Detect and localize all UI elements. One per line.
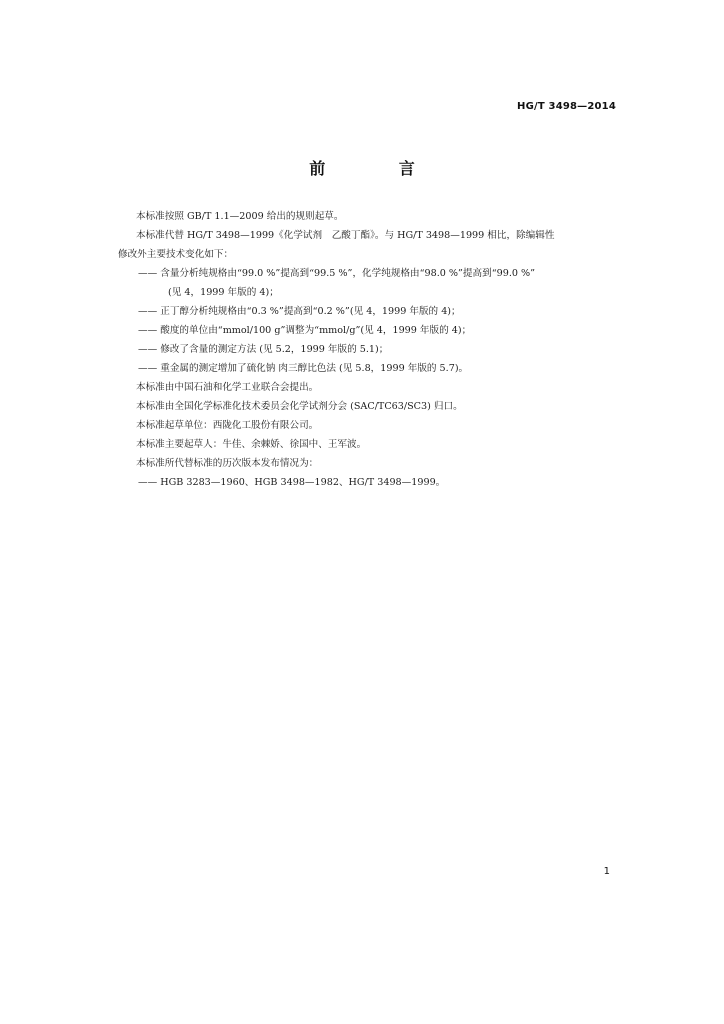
paragraph-drafting-rule: 本标准按照 GB/T 1.1—2009 给出的规则起草。	[136, 211, 344, 222]
paragraph-replacement-cont: 修改外主要技术变化如下：	[118, 249, 234, 260]
paragraph-drafting-unit: 本标准起草单位：西陇化工股份有限公司。	[136, 420, 319, 431]
paragraph-committee: 本标准由全国化学标准化技术委员会化学试剂分会 (SAC/TC63/SC3) 归口。	[136, 401, 463, 412]
change-item-method: —— 修改了含量的测定方法 (见 5.2，1999 年版的 5.1)；	[138, 344, 389, 355]
paragraph-drafters: 本标准主要起草人：牛佳、余棘娇、徐国中、王军波。	[136, 439, 367, 450]
page-number: 1	[603, 866, 610, 877]
foreword-body	[118, 207, 618, 492]
change-item-butanol: —— 正丁醇分析纯规格由“0.3 %”提高到“0.2 %”(见 4，1999 年版的 4)；	[138, 306, 461, 317]
standard-code: HG/T 3498—2014	[517, 101, 616, 112]
page-title: 前 言	[309, 159, 449, 178]
paragraph-proposer: 本标准由中国石油和化学工业联合会提出。	[136, 382, 319, 393]
paragraph-replacement: 本标准代替 HG/T 3498—1999《化学试剂 乙酸丁酯》。与 HG/T 3498—1999 相比，除编辑性	[136, 230, 555, 241]
change-item-content-cont: (见 4，1999 年版的 4)；	[168, 287, 279, 298]
history-item: —— HGB 3283—1960、HGB 3498—1982、HG/T 3498—1999。	[138, 477, 446, 488]
paragraph-history: 本标准所代替标准的历次版本发布情况为：	[136, 458, 319, 469]
change-item-content: —— 含量分析纯规格由“99.0 %”提高到“99.5 %”，化学纯规格由“98.0 %”提高到“99.0 %”	[138, 268, 536, 279]
change-item-heavy-metal: —— 重金属的测定增加了硫化钠 肉三醇比色法 (见 5.8，1999 年版的 5.7)。	[138, 363, 469, 374]
change-item-acidity: —— 酸度的单位由“mmol/100 g”调整为“mmol/g”(见 4，1999 年版的 4)；	[138, 325, 472, 336]
